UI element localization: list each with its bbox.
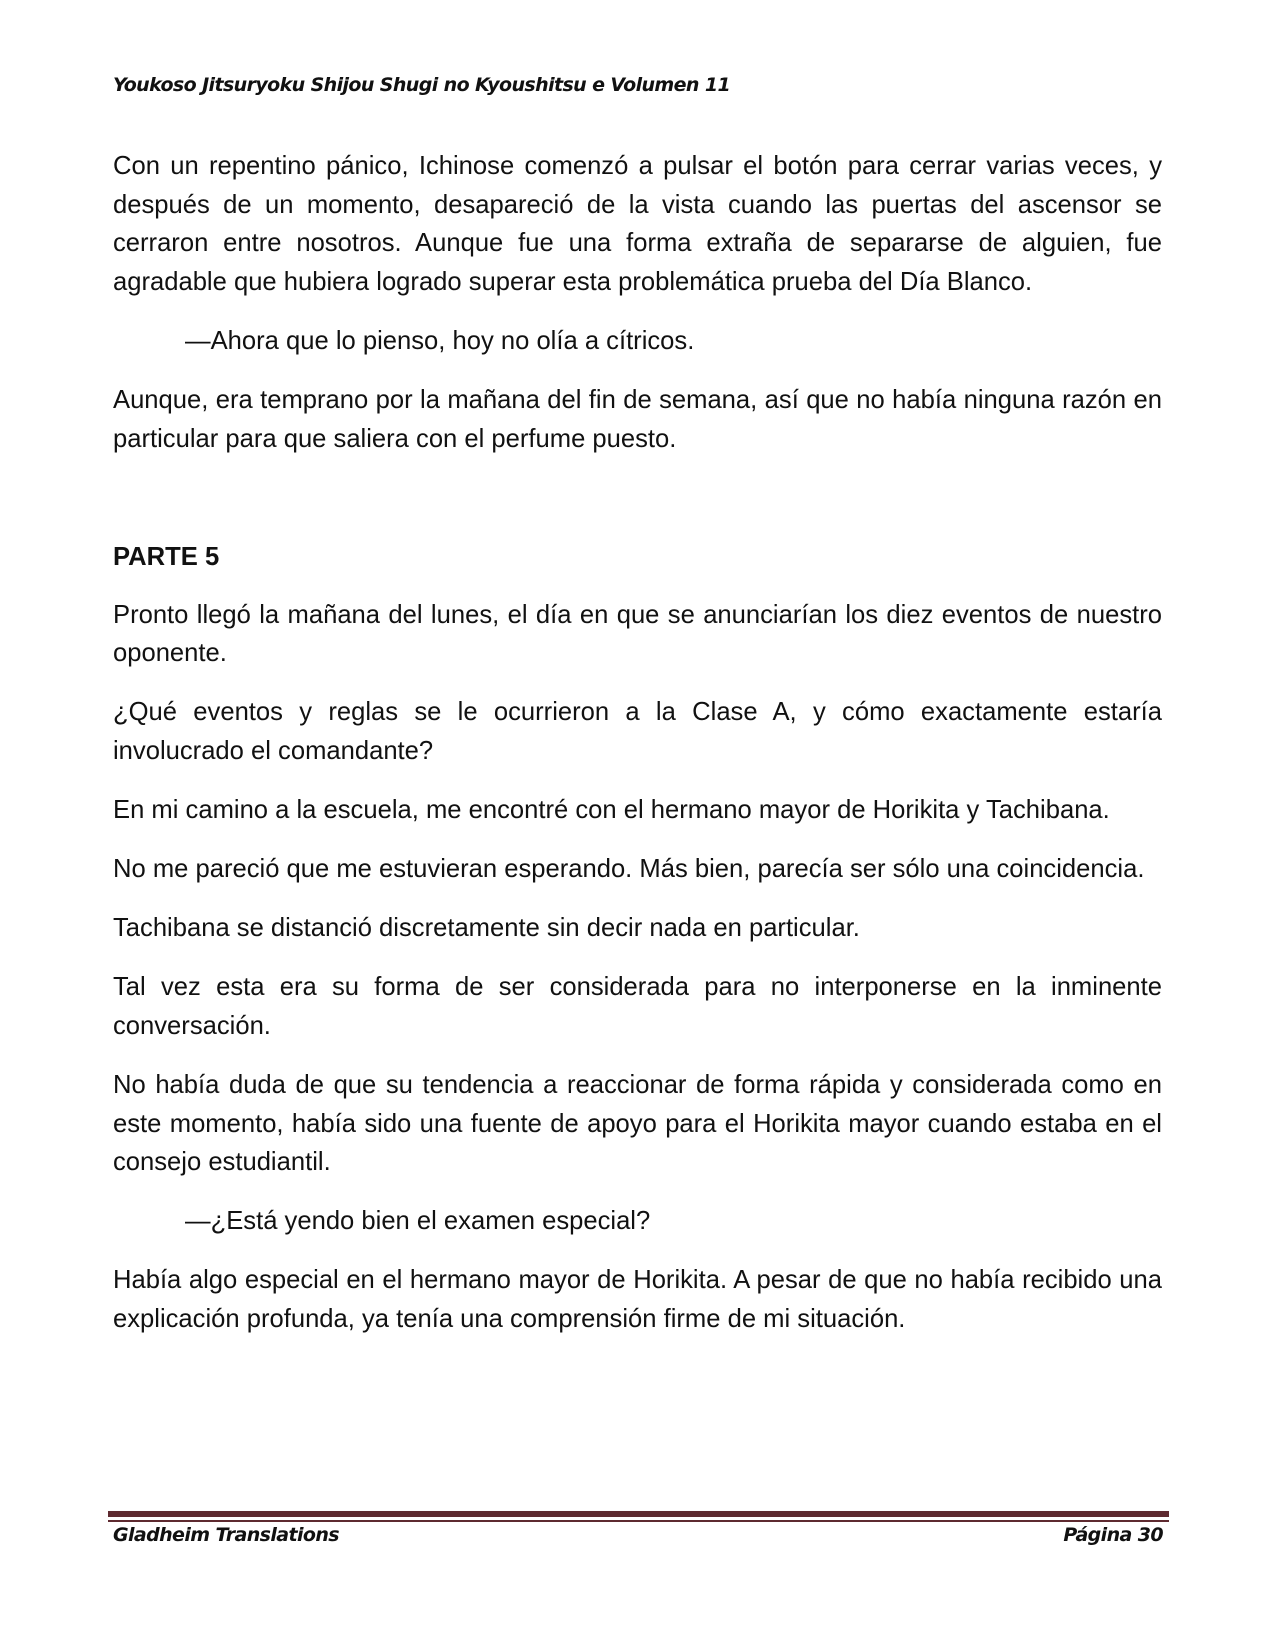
paragraph: Tachibana se distanció discretamente sin decir nada en particular. xyxy=(113,914,860,943)
dialogue-line: —¿Está yendo bien el examen especial? xyxy=(185,1207,651,1236)
paragraph: Aunque, era temprano por la mañana del fin de semana, así que no había ninguna razón en particular para que saliera con el perfume puesto. xyxy=(113,385,1162,453)
page-number: Página 30 xyxy=(1063,1524,1163,1546)
paragraph: ¿Qué eventos y reglas se le ocurrieron a la Clase A, y cómo exactamente estaría involucrado el comandante? xyxy=(113,698,1162,766)
dialogue-line: —Ahora que lo pienso, hoy no olía a cítricos. xyxy=(185,326,695,355)
paragraph: Con un repentino pánico, Ichinose comenzó a pulsar el botón para cerrar varias veces, y después de un momento, desapareció de la vista cuando las puertas del ascensor se cerraron entre nosotros. Aunque fue una forma extraña de separarse de alguien, fue agradable que hubiera logrado superar esta problemática prueba del Día Blanco. xyxy=(113,152,1162,296)
page-body xyxy=(113,147,1162,1359)
paragraph: No me pareció que me estuvieran esperando. Más bien, parecía ser sólo una coincidencia. xyxy=(113,855,1145,884)
footer-rule-thin xyxy=(108,1520,1169,1522)
paragraph: Había algo especial en el hermano mayor de Horikita. A pesar de que no había recibido una explicación profunda, ya tenía una comprensión firme de mi situación. xyxy=(113,1266,1162,1334)
running-header: Youkoso Jitsuryoku Shijou Shugi no Kyoushitsu e Volumen 11 xyxy=(113,74,731,96)
paragraph: Tal vez esta era su forma de ser considerada para no interponerse en la inminente conversación. xyxy=(113,973,1162,1040)
paragraph: Pronto llegó la mañana del lunes, el día en que se anunciarían los diez eventos de nuestro oponente. xyxy=(113,600,1162,668)
paragraph: En mi camino a la escuela, me encontré con el hermano mayor de Horikita y Tachibana. xyxy=(113,796,1110,825)
footer-rule-thick xyxy=(108,1511,1169,1517)
section-title: PARTE 5 xyxy=(113,543,220,572)
footer-publisher: Gladheim Translations xyxy=(113,1524,339,1546)
paragraph: No había duda de que su tendencia a reaccionar de forma rápida y considerada como en este momento, había sido una fuente de apoyo para el Horikita mayor cuando estaba en el consejo estudiantil. xyxy=(113,1071,1162,1177)
